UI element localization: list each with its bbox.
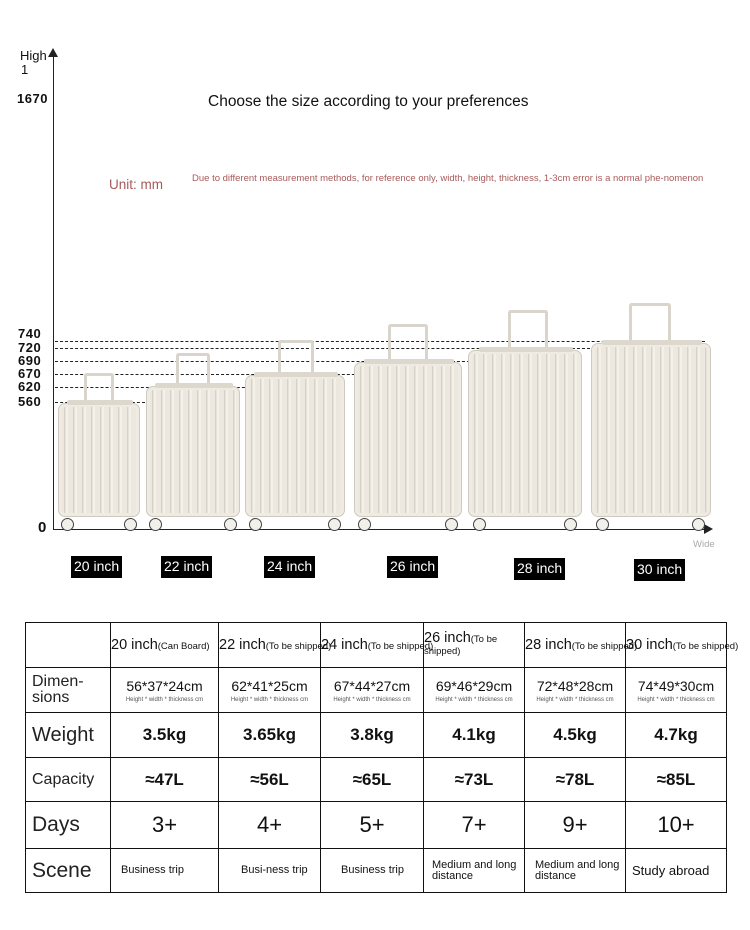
y-tick-690: 690: [18, 353, 42, 368]
spec-table: [25, 622, 739, 893]
dimensions-cell: 72*48*28cm Height * width * thickness cm: [525, 668, 626, 713]
capacity-cell: ≈78L: [525, 758, 626, 802]
y-axis-label-2: 1: [21, 62, 29, 77]
capacity-cell: ≈56L: [219, 758, 321, 802]
measurement-note: Due to different measurement methods, for reference only, width, height, thickness, 1-3cm error is a normal phe-nomenon: [192, 173, 704, 184]
header-26-inch: 26 inch(To be shipped): [424, 623, 525, 668]
suitcase-22-inch: [146, 353, 240, 531]
days-cell: 10+: [626, 802, 727, 849]
capacity-row: [26, 758, 727, 802]
dimensions-row: [26, 668, 727, 713]
scene-row: [26, 849, 727, 893]
size-tag-26: 26 inch: [387, 556, 438, 578]
row-label-days: Days: [26, 802, 111, 849]
scene-cell: Study abroad: [626, 849, 727, 893]
suitcase-26-inch: [354, 324, 462, 531]
capacity-cell: ≈73L: [424, 758, 525, 802]
suitcase-30-inch: [591, 303, 711, 531]
days-cell: 9+: [525, 802, 626, 849]
size-tag-22: 22 inch: [161, 556, 212, 578]
weight-cell: 3.8kg: [321, 713, 424, 758]
row-label-scene: Scene: [26, 849, 111, 893]
header-30-inch: 30 inch(To be shipped): [626, 623, 727, 668]
weight-row: [26, 713, 727, 758]
header-28-inch: 28 inch(To be shipped): [525, 623, 626, 668]
dimensions-cell: 62*41*25cm Height * width * thickness cm: [219, 668, 321, 713]
scene-cell: Medium and long distance: [525, 849, 626, 893]
scene-cell: Medium and long distance: [424, 849, 525, 893]
suitcase-20-inch: [58, 373, 140, 531]
y-axis-arrow-icon: [48, 48, 58, 57]
size-tag-20: 20 inch: [71, 556, 122, 578]
scene-cell: Busi-ness trip: [219, 849, 321, 893]
weight-cell: 4.7kg: [626, 713, 727, 758]
y-tick-560: 560: [18, 394, 42, 409]
days-cell: 3+: [111, 802, 219, 849]
capacity-cell: ≈85L: [626, 758, 727, 802]
row-label-weight: Weight: [26, 713, 111, 758]
row-label-capacity: Capacity: [26, 758, 111, 802]
dimensions-cell: 69*46*29cm Height * width * thickness cm: [424, 668, 525, 713]
capacity-cell: ≈47L: [111, 758, 219, 802]
y-tick-720: 720: [18, 340, 42, 355]
unit-label: Unit: mm: [109, 177, 163, 192]
x-axis-label: Wide: [693, 539, 715, 550]
days-row: [26, 802, 727, 849]
weight-cell: 4.5kg: [525, 713, 626, 758]
y-tick-top: 1670: [17, 91, 48, 106]
y-tick-670: 670: [18, 366, 42, 381]
suitcase-24-inch: [245, 340, 345, 531]
size-tag-28: 28 inch: [514, 558, 565, 580]
suitcase-28-inch: [468, 310, 582, 531]
dimensions-cell: 56*37*24cm Height * width * thickness cm: [111, 668, 219, 713]
size-tag-30: 30 inch: [634, 559, 685, 581]
y-tick-620: 620: [18, 379, 42, 394]
dimensions-cell: 67*44*27cm Height * width * thickness cm: [321, 668, 424, 713]
chart-title: Choose the size according to your preferences: [208, 93, 529, 110]
header-20-inch: 20 inch(Can Board): [111, 623, 219, 668]
days-cell: 7+: [424, 802, 525, 849]
table-header-row: [26, 623, 727, 668]
y-axis: [53, 54, 54, 530]
row-label-dimensions: Dimen-sions: [26, 668, 111, 713]
weight-cell: 3.5kg: [111, 713, 219, 758]
size-tag-24: 24 inch: [264, 556, 315, 578]
capacity-cell: ≈65L: [321, 758, 424, 802]
weight-cell: 4.1kg: [424, 713, 525, 758]
table-corner-cell: [26, 623, 111, 668]
origin-zero: 0: [38, 519, 47, 536]
days-cell: 5+: [321, 802, 424, 849]
scene-cell: Business trip: [111, 849, 219, 893]
y-tick-740: 740: [18, 326, 42, 341]
scene-cell: Business trip: [321, 849, 424, 893]
header-24-inch: 24 inch(To be shipped): [321, 623, 424, 668]
y-axis-label: High: [20, 48, 47, 63]
days-cell: 4+: [219, 802, 321, 849]
dimensions-cell: 74*49*30cm Height * width * thickness cm: [626, 668, 727, 713]
weight-cell: 3.65kg: [219, 713, 321, 758]
header-22-inch: 22 inch(To be shipped): [219, 623, 321, 668]
